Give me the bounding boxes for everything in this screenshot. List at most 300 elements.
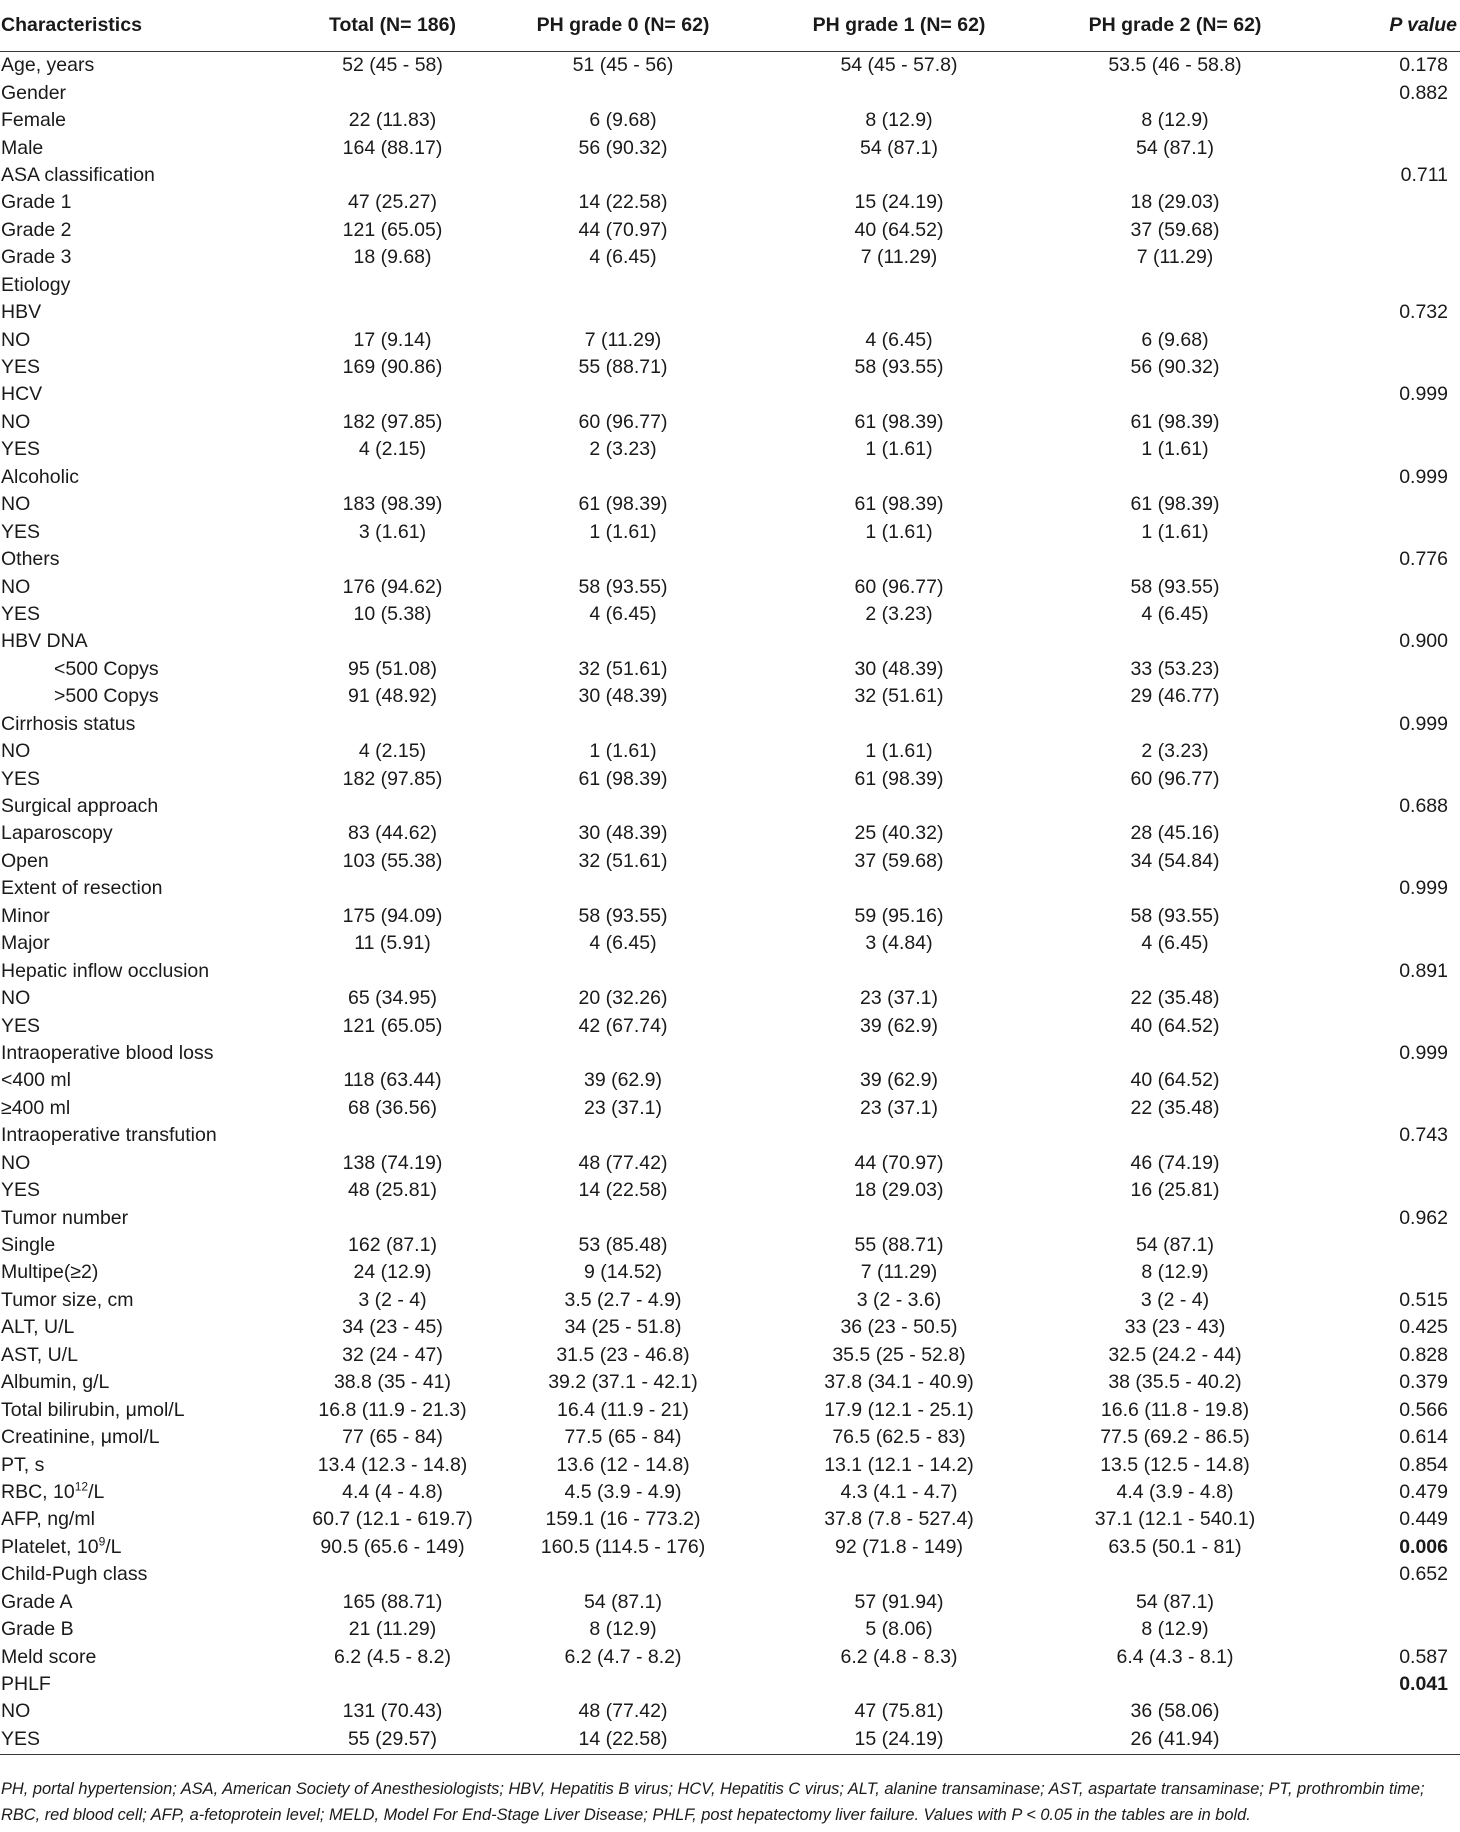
row-label: Open xyxy=(1,849,49,872)
cell-ph-grade-2 xyxy=(1037,299,1313,326)
cell-ph-grade-0 xyxy=(485,162,761,189)
row-label-suffix: /L xyxy=(105,1535,122,1558)
table-body xyxy=(0,52,1460,1755)
cell-p-value: 0.614 xyxy=(1399,1426,1448,1449)
cell-ph-grade-0 xyxy=(485,272,761,299)
cell-total: 68 (36.56) xyxy=(348,1096,437,1119)
cell-ph-grade-0 xyxy=(485,79,761,106)
cell-total: 165 (88.71) xyxy=(342,1590,443,1613)
row-label: Minor xyxy=(1,904,50,927)
cell-p-value: 0.962 xyxy=(1399,1206,1448,1229)
table-row xyxy=(0,930,1460,957)
cell-ph-grade-2: 8 (12.9) xyxy=(1141,1618,1209,1641)
cell-ph-grade-0 xyxy=(485,299,761,326)
table-row xyxy=(0,793,1460,820)
cell-ph-grade-2 xyxy=(1037,1040,1313,1067)
table-row xyxy=(0,1534,1460,1561)
cell-p-value: 0.425 xyxy=(1399,1316,1448,1339)
cell-ph-grade-0 xyxy=(485,1040,761,1067)
table-row xyxy=(0,985,1460,1012)
cell-total: 3 (2 - 4) xyxy=(358,1288,427,1311)
row-label: Multipe(≥2) xyxy=(1,1261,99,1284)
cell-p-value: 0.515 xyxy=(1399,1288,1448,1311)
cell-total xyxy=(300,162,485,189)
cell-ph-grade-1: 23 (37.1) xyxy=(859,1096,939,1119)
header-ph-grade-0: PH grade 0 (N= 62) xyxy=(485,0,761,52)
table-row xyxy=(0,1671,1460,1698)
row-label: NO xyxy=(1,493,31,516)
row-label: ASA classification xyxy=(1,163,155,186)
cell-ph-grade-2: 54 (87.1) xyxy=(1135,1234,1215,1257)
row-label: NO xyxy=(1,987,31,1010)
cell-p-value xyxy=(1313,189,1460,216)
table-row xyxy=(0,1369,1460,1396)
cell-total: 13.4 (12.3 - 14.8) xyxy=(317,1453,468,1476)
table-row xyxy=(0,491,1460,518)
cell-total: 32 (24 - 47) xyxy=(342,1343,443,1366)
cell-total xyxy=(300,1561,485,1588)
cell-ph-grade-2 xyxy=(1037,1204,1313,1231)
cell-ph-grade-2 xyxy=(1037,79,1313,106)
cell-p-value xyxy=(1313,491,1460,518)
cell-p-value xyxy=(1313,1726,1460,1755)
cell-p-value xyxy=(1313,738,1460,765)
table-row xyxy=(0,1589,1460,1616)
cell-ph-grade-0: 14 (22.58) xyxy=(485,1726,761,1755)
cell-ph-grade-1: 2 (3.23) xyxy=(865,602,933,625)
cell-ph-grade-1: 39 (62.9) xyxy=(859,1014,939,1037)
cell-p-value: 0.776 xyxy=(1399,548,1448,571)
row-label: AST, U/L xyxy=(1,1343,78,1366)
cell-ph-grade-1 xyxy=(761,711,1037,738)
table-row xyxy=(0,848,1460,875)
cell-ph-grade-1: 17.9 (12.1 - 25.1) xyxy=(824,1398,974,1421)
cell-ph-grade-2: 77.5 (69.2 - 86.5) xyxy=(1100,1426,1250,1449)
row-label: Surgical approach xyxy=(1,795,159,818)
cell-ph-grade-1: 15 (24.19) xyxy=(761,1726,1037,1755)
table-row xyxy=(0,1506,1460,1533)
cell-ph-grade-2: 63.5 (50.1 - 81) xyxy=(1108,1535,1242,1558)
cell-ph-grade-1 xyxy=(761,1561,1037,1588)
row-label: Hepatic inflow occlusion xyxy=(1,959,210,982)
cell-ph-grade-2: 60 (96.77) xyxy=(1130,767,1220,790)
cell-p-value xyxy=(1313,1698,1460,1725)
row-label: Etiology xyxy=(1,273,71,296)
row-label-superscript: 12 xyxy=(74,1479,89,1494)
table-row xyxy=(0,1424,1460,1451)
cell-total xyxy=(300,1671,485,1698)
table-row xyxy=(0,1342,1460,1369)
table-row xyxy=(0,1698,1460,1725)
cell-p-value xyxy=(1313,518,1460,545)
cell-ph-grade-1: 35.5 (25 - 52.8) xyxy=(832,1343,966,1366)
table-row xyxy=(0,162,1460,189)
cell-total xyxy=(300,1040,485,1067)
cell-p-value xyxy=(1313,1589,1460,1616)
cell-total: 60.7 (12.1 - 619.7) xyxy=(312,1508,473,1531)
cell-ph-grade-1: 37 (59.68) xyxy=(854,849,944,872)
cell-p-value xyxy=(1313,1177,1460,1204)
cell-ph-grade-2: 58 (93.55) xyxy=(1130,904,1220,927)
table-row xyxy=(0,1726,1460,1755)
cell-p-value xyxy=(1313,573,1460,600)
cell-p-value: 0.379 xyxy=(1399,1371,1448,1394)
table-row xyxy=(0,683,1460,710)
cell-ph-grade-2 xyxy=(1037,957,1313,984)
cell-ph-grade-0 xyxy=(485,381,761,408)
cell-ph-grade-0: 14 (22.58) xyxy=(578,1179,668,1202)
cell-p-value xyxy=(1313,848,1460,875)
row-label: YES xyxy=(1,520,41,543)
cell-ph-grade-1: 61 (98.39) xyxy=(854,410,944,433)
cell-ph-grade-2: 54 (87.1) xyxy=(1135,1590,1215,1613)
cell-ph-grade-1: 7 (11.29) xyxy=(860,246,938,269)
cell-total: 21 (11.29) xyxy=(348,1618,437,1641)
cell-ph-grade-1: 76.5 (62.5 - 83) xyxy=(832,1426,966,1449)
cell-ph-grade-1 xyxy=(761,875,1037,902)
cell-ph-grade-1: 6.2 (4.8 - 8.3) xyxy=(840,1645,958,1668)
cell-ph-grade-1 xyxy=(761,464,1037,491)
row-label: PHLF xyxy=(1,1673,51,1696)
cell-ph-grade-0: 60 (96.77) xyxy=(578,410,668,433)
table-row xyxy=(0,1067,1460,1094)
cell-ph-grade-2: 4 (6.45) xyxy=(1141,602,1209,625)
cell-total: 95 (51.08) xyxy=(348,657,437,680)
cell-ph-grade-1: 18 (29.03) xyxy=(854,1179,944,1202)
cell-ph-grade-0: 20 (32.26) xyxy=(578,987,668,1010)
cell-total xyxy=(300,1204,485,1231)
row-label: Laparoscopy xyxy=(1,822,113,845)
cell-total: 90.5 (65.6 - 149) xyxy=(320,1535,465,1558)
cell-total: 34 (23 - 45) xyxy=(342,1316,443,1339)
cell-ph-grade-2: 22 (35.48) xyxy=(1130,987,1220,1010)
cell-p-value xyxy=(1313,1259,1460,1286)
table-row xyxy=(0,957,1460,984)
cell-ph-grade-0: 77.5 (65 - 84) xyxy=(564,1426,682,1449)
cell-p-value: 0.891 xyxy=(1399,959,1448,982)
cell-total: 16.8 (11.9 - 21.3) xyxy=(318,1398,467,1421)
cell-ph-grade-1: 40 (64.52) xyxy=(854,218,944,241)
cell-total xyxy=(300,628,485,655)
cell-total xyxy=(300,875,485,902)
table-row xyxy=(0,326,1460,353)
cell-ph-grade-1: 4 (6.45) xyxy=(865,328,933,351)
row-label-suffix: /L xyxy=(88,1480,105,1503)
cell-p-value xyxy=(1313,134,1460,161)
cell-ph-grade-0: 8 (12.9) xyxy=(589,1618,657,1641)
row-label: Age, years xyxy=(1,54,95,77)
header-total: Total (N= 186) xyxy=(300,0,485,52)
cell-ph-grade-1: 55 (88.71) xyxy=(854,1234,944,1257)
cell-ph-grade-2: 6 (9.68) xyxy=(1141,328,1209,351)
table-row xyxy=(0,546,1460,573)
cell-ph-grade-2: 33 (23 - 43) xyxy=(1124,1316,1226,1339)
row-label: YES xyxy=(1,767,41,790)
cell-total: 22 (11.83) xyxy=(348,109,437,132)
table-row xyxy=(0,1232,1460,1259)
cell-total: 138 (74.19) xyxy=(342,1151,443,1174)
cell-total: 77 (65 - 84) xyxy=(342,1426,443,1449)
cell-ph-grade-0: 55 (88.71) xyxy=(578,356,668,379)
cell-ph-grade-1 xyxy=(761,381,1037,408)
table-row xyxy=(0,518,1460,545)
row-label: YES xyxy=(0,1726,300,1755)
table-row xyxy=(0,409,1460,436)
row-label: YES xyxy=(1,602,41,625)
row-label: Grade B xyxy=(1,1618,74,1641)
cell-ph-grade-0: 42 (67.74) xyxy=(578,1014,668,1037)
cell-p-value: 0.178 xyxy=(1399,54,1448,77)
row-label-superscript: 9 xyxy=(98,1534,106,1549)
row-label: Others xyxy=(1,548,60,571)
cell-ph-grade-0: 1 (1.61) xyxy=(589,740,657,763)
cell-p-value: 0.743 xyxy=(1399,1124,1448,1147)
cell-total: 103 (55.38) xyxy=(342,849,443,872)
cell-ph-grade-0: 2 (3.23) xyxy=(589,438,657,461)
cell-ph-grade-2 xyxy=(1037,711,1313,738)
cell-ph-grade-2: 6.4 (4.3 - 8.1) xyxy=(1116,1645,1234,1668)
cell-total: 83 (44.62) xyxy=(348,822,437,845)
cell-ph-grade-2 xyxy=(1037,272,1313,299)
cell-p-value xyxy=(1313,244,1460,271)
cell-ph-grade-1: 47 (75.81) xyxy=(854,1700,944,1723)
cell-p-value: 0.828 xyxy=(1399,1343,1448,1366)
row-label: Tumor number xyxy=(1,1206,129,1229)
table-row xyxy=(0,1561,1460,1588)
row-label: Intraoperative blood loss xyxy=(1,1041,214,1064)
cell-p-value xyxy=(1313,326,1460,353)
row-label: YES xyxy=(1,356,41,379)
cell-total: 4 (2.15) xyxy=(358,740,427,763)
cell-p-value xyxy=(1313,436,1460,463)
cell-total: 164 (88.17) xyxy=(342,136,443,159)
cell-p-value xyxy=(1313,903,1460,930)
table-row xyxy=(0,52,1460,80)
cell-total: 6.2 (4.5 - 8.2) xyxy=(333,1645,452,1668)
cell-ph-grade-2: 46 (74.19) xyxy=(1130,1151,1220,1174)
row-label: NO xyxy=(1,1151,31,1174)
cell-ph-grade-0 xyxy=(485,546,761,573)
cell-ph-grade-0: 34 (25 - 51.8) xyxy=(564,1316,682,1339)
cell-ph-grade-2: 40 (64.52) xyxy=(1130,1069,1220,1092)
cell-p-value: 0.006 xyxy=(1399,1535,1448,1558)
cell-p-value: 0.900 xyxy=(1399,630,1448,653)
cell-ph-grade-1: 15 (24.19) xyxy=(854,191,944,214)
row-label: AFP, ng/ml xyxy=(1,1508,95,1531)
table-row xyxy=(0,1314,1460,1341)
cell-ph-grade-2: 58 (93.55) xyxy=(1130,575,1220,598)
cell-total: 48 (25.81) xyxy=(348,1179,437,1202)
cell-total xyxy=(300,711,485,738)
cell-ph-grade-1: 54 (87.1) xyxy=(859,136,939,159)
row-label-text: Platelet, 10 xyxy=(1,1535,99,1558)
row-label: Female xyxy=(1,109,67,132)
row-label: HCV xyxy=(1,383,43,406)
cell-p-value xyxy=(1313,1150,1460,1177)
cell-p-value xyxy=(1313,354,1460,381)
row-label: Tumor size, cm xyxy=(1,1288,134,1311)
cell-ph-grade-1: 39 (62.9) xyxy=(859,1069,939,1092)
row-label xyxy=(0,1534,300,1561)
cell-ph-grade-0: 48 (77.42) xyxy=(578,1700,668,1723)
cell-ph-grade-1: 54 (45 - 57.8) xyxy=(840,54,958,77)
table-row xyxy=(0,1122,1460,1149)
cell-p-value xyxy=(1313,272,1460,299)
table-row xyxy=(0,189,1460,216)
cell-ph-grade-1: 3 (4.84) xyxy=(865,932,933,955)
header-p-value: P value xyxy=(1313,0,1460,52)
cell-ph-grade-1 xyxy=(761,628,1037,655)
row-label: YES xyxy=(1,438,41,461)
row-label: <500 Copys xyxy=(54,657,159,680)
table-row xyxy=(0,765,1460,792)
cell-total: 121 (65.05) xyxy=(342,218,443,241)
cell-ph-grade-1: 5 (8.06) xyxy=(865,1618,933,1641)
row-label: HBV DNA xyxy=(1,630,88,653)
table-row xyxy=(0,1479,1460,1506)
table-row xyxy=(0,1643,1460,1670)
cell-ph-grade-2: 2 (3.23) xyxy=(1141,740,1209,763)
table-row xyxy=(0,354,1460,381)
cell-total xyxy=(300,272,485,299)
cell-ph-grade-1 xyxy=(761,162,1037,189)
cell-ph-grade-2: 16.6 (11.8 - 19.8) xyxy=(1100,1398,1250,1421)
cell-ph-grade-2: 28 (45.16) xyxy=(1130,822,1220,845)
cell-p-value xyxy=(1313,1232,1460,1259)
cell-ph-grade-0: 39 (62.9) xyxy=(583,1069,663,1092)
cell-ph-grade-2: 29 (46.77) xyxy=(1130,685,1220,708)
cell-p-value: 0.999 xyxy=(1399,383,1448,406)
cell-ph-grade-1 xyxy=(761,1671,1037,1698)
cell-total: 182 (97.85) xyxy=(342,410,443,433)
cell-total: 4.4 (4 - 4.8) xyxy=(342,1480,443,1503)
cell-ph-grade-1: 8 (12.9) xyxy=(865,109,933,132)
row-label: >500 Copys xyxy=(54,685,159,708)
cell-ph-grade-0: 3.5 (2.7 - 4.9) xyxy=(564,1288,682,1311)
table-row xyxy=(0,711,1460,738)
table-row xyxy=(0,1396,1460,1423)
cell-ph-grade-1: 36 (23 - 50.5) xyxy=(840,1316,958,1339)
row-label: YES xyxy=(1,1014,41,1037)
cell-total xyxy=(300,793,485,820)
cell-total: 38.8 (35 - 41) xyxy=(333,1371,452,1394)
cell-ph-grade-2: 61 (98.39) xyxy=(1130,410,1220,433)
cell-ph-grade-0 xyxy=(485,711,761,738)
cell-ph-grade-0: 39.2 (37.1 - 42.1) xyxy=(548,1371,698,1394)
cell-total: 169 (90.86) xyxy=(342,356,443,379)
cell-total: 3 (1.61) xyxy=(358,520,427,543)
cell-ph-grade-2: 8 (12.9) xyxy=(1141,1261,1209,1284)
cell-p-value: 0.732 xyxy=(1399,301,1448,324)
cell-total: 11 (5.91) xyxy=(354,932,431,955)
table-row xyxy=(0,217,1460,244)
cell-ph-grade-1 xyxy=(761,1204,1037,1231)
cell-p-value: 0.711 xyxy=(1400,163,1448,186)
cell-ph-grade-0: 16.4 (11.9 - 21) xyxy=(557,1398,689,1421)
table-row xyxy=(0,134,1460,161)
cell-ph-grade-0: 13.6 (12 - 14.8) xyxy=(556,1453,690,1476)
cell-ph-grade-0 xyxy=(485,1122,761,1149)
cell-ph-grade-2: 3 (2 - 4) xyxy=(1140,1288,1210,1311)
cell-ph-grade-0: 30 (48.39) xyxy=(578,685,668,708)
cell-ph-grade-0: 53 (85.48) xyxy=(578,1234,668,1257)
row-label: ALT, U/L xyxy=(1,1316,75,1339)
cell-p-value: 0.999 xyxy=(1399,712,1448,735)
header-ph-grade-1: PH grade 1 (N= 62) xyxy=(761,0,1037,52)
cell-total: 24 (12.9) xyxy=(353,1261,432,1284)
cell-ph-grade-2 xyxy=(1037,1561,1313,1588)
row-label: Meld score xyxy=(1,1645,97,1668)
table-row xyxy=(0,573,1460,600)
cell-ph-grade-1: 32 (51.61) xyxy=(854,685,944,708)
cell-p-value: 0.041 xyxy=(1399,1673,1448,1696)
cell-ph-grade-0 xyxy=(485,875,761,902)
row-label: Grade A xyxy=(1,1590,73,1613)
table-row xyxy=(0,601,1460,628)
cell-ph-grade-0: 58 (93.55) xyxy=(578,575,668,598)
row-label: Intraoperative transfution xyxy=(1,1124,217,1147)
cell-ph-grade-2: 26 (41.94) xyxy=(1037,1726,1313,1755)
table-row xyxy=(0,107,1460,134)
cell-ph-grade-1: 92 (71.8 - 149) xyxy=(835,1535,963,1558)
table-row xyxy=(0,1177,1460,1204)
cell-ph-grade-0: 51 (45 - 56) xyxy=(572,54,674,77)
row-label: Total bilirubin, μmol/L xyxy=(1,1398,185,1421)
cell-ph-grade-0: 4 (6.45) xyxy=(589,602,657,625)
cell-ph-grade-2 xyxy=(1037,1671,1313,1698)
cell-p-value xyxy=(1313,683,1460,710)
cell-ph-grade-0: 4 (6.45) xyxy=(589,932,657,955)
cell-total: 18 (9.68) xyxy=(353,246,432,269)
cell-ph-grade-1 xyxy=(761,299,1037,326)
cell-ph-grade-1: 59 (95.16) xyxy=(854,904,944,927)
header-row xyxy=(0,0,1460,52)
cell-ph-grade-2: 22 (35.48) xyxy=(1130,1096,1220,1119)
table-row xyxy=(0,903,1460,930)
cell-ph-grade-1: 44 (70.97) xyxy=(854,1151,944,1174)
cell-ph-grade-1: 37.8 (34.1 - 40.9) xyxy=(824,1371,974,1394)
cell-ph-grade-0: 4.5 (3.9 - 4.9) xyxy=(564,1480,682,1503)
cell-ph-grade-0: 48 (77.42) xyxy=(578,1151,668,1174)
cell-ph-grade-0 xyxy=(485,628,761,655)
cell-ph-grade-1 xyxy=(761,272,1037,299)
cell-p-value xyxy=(1313,985,1460,1012)
cell-ph-grade-2: 36 (58.06) xyxy=(1130,1700,1220,1723)
cell-p-value: 0.854 xyxy=(1399,1453,1448,1476)
cell-total xyxy=(300,79,485,106)
cell-ph-grade-1: 57 (91.94) xyxy=(854,1590,944,1613)
row-label: YES xyxy=(1,1179,41,1202)
cell-p-value xyxy=(1313,107,1460,134)
cell-ph-grade-1: 60 (96.77) xyxy=(854,575,944,598)
cell-ph-grade-2: 8 (12.9) xyxy=(1141,109,1209,132)
table-row xyxy=(0,656,1460,683)
cell-ph-grade-0: 44 (70.97) xyxy=(578,218,668,241)
cell-ph-grade-0 xyxy=(485,957,761,984)
table-row xyxy=(0,244,1460,271)
cell-ph-grade-2: 16 (25.81) xyxy=(1130,1179,1220,1202)
cell-ph-grade-1: 3 (2 - 3.6) xyxy=(856,1288,942,1311)
table-row xyxy=(0,1095,1460,1122)
cell-p-value xyxy=(1313,930,1460,957)
cell-total: 118 (63.44) xyxy=(343,1069,442,1092)
cell-p-value xyxy=(1313,1616,1460,1643)
cell-ph-grade-0: 7 (11.29) xyxy=(584,328,662,351)
cell-ph-grade-1: 1 (1.61) xyxy=(865,438,933,461)
cell-p-value: 0.999 xyxy=(1399,465,1448,488)
cell-ph-grade-2 xyxy=(1037,464,1313,491)
cell-total: 47 (25.27) xyxy=(348,191,437,214)
